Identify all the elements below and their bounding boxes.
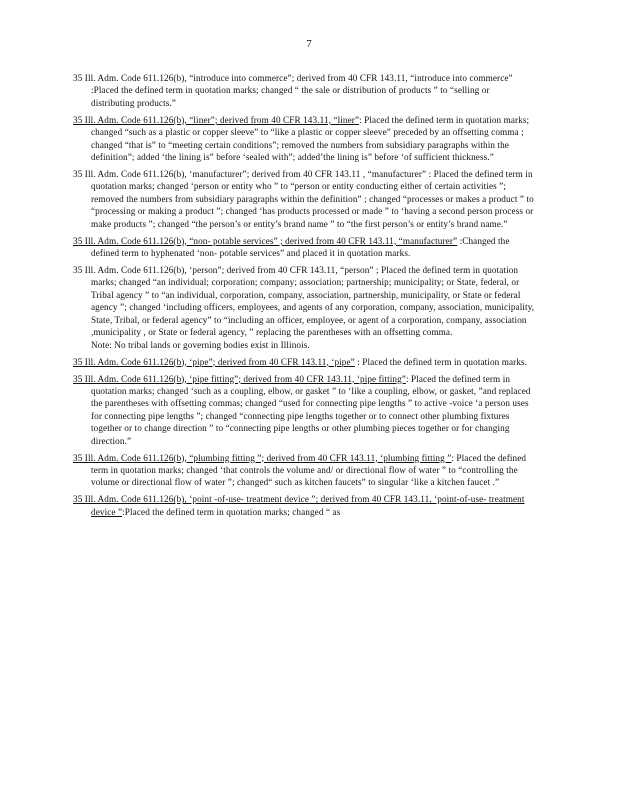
amendment-entry-plumbing-fitting: [73, 452, 535, 489]
entry-citation: 35 Ill. Adm. Code 611.126(b), “liner”; derived from 40 CFR 143.11, “liner”: [73, 114, 360, 125]
entry-description: : Placed the defined term in quotation marks; changed ‘such as a coupling, elbow, or gasket ” to ‘like a coupling, elbow, or gasket, ”and replaced the parentheses with offsetting commas; changed “used for connecting pipe lengths ” to active -voice ‘a person uses for connecting pipe lengths ”; changed “connecting pipe lengths together or to connect other plumbing fixtures together or to change direction ” to “connecting pipe lengths or other plumbing pieces together or for changing direction.”: [91, 373, 531, 446]
amendment-entry-point-of-use-treatment-device: [73, 493, 535, 518]
entry-description: : Placed the defined term in quotation marks; changed ‘person or entity who ” to “person or entity conducting either of certain activities ”; removed the numbers from subsidiary paragraphs within the definition” ; changed “processes or makes a product ” to “processing or making a product ”; changed ‘has products processed or made ” to ‘having a second person process or make products ”; changed “the person’s or entity’s brand name ” to “the first person’s or entity’s brand name.”: [91, 169, 534, 229]
entry-citation: 35 Ill. Adm. Code 611.126(b), “non- potable services” ; derived from 40 CFR 143.11, “manufacturer”: [73, 235, 458, 246]
entry-citation: 35 Ill. Adm. Code 611.126(b), ‘pipe”; derived from 40 CFR 143.11, ‘pipe”: [73, 356, 355, 367]
entry-citation: 35 Ill. Adm. Code 611.126(b), ‘manufacturer”; derived from 40 CFR 143.11 , “manufacturer”: [73, 169, 427, 180]
entry-description: :Placed the defined term in quotation marks; changed “ as: [122, 506, 341, 517]
entry-citation: 35 Ill. Adm. Code 611.126(b), “plumbing fitting ”; derived from 40 CFR 143.11, ‘plumbing fitting ”: [73, 452, 452, 463]
amendment-list: [73, 72, 535, 523]
entry-description: : Placed the defined term in quotation marks; changed ‘that controls the volume and/ or directional flow of water ” to “controlling the volume or directional flow of water ”; changed“ such as kitchen faucets” to singular ‘like a kitchen faucet .”: [91, 452, 527, 488]
amendment-entry-introduce-into-commerce: [73, 72, 535, 109]
entry-citation: 35 Ill. Adm. Code 611.126(b), ‘point -of-use- treatment device ”; derived from 40 CFR 143.11, ‘point-of-use- treatment device ”: [73, 494, 525, 517]
entry-note: Note: No tribal lands or governing bodies exist in Illinois.: [91, 339, 310, 350]
amendment-entry-pipe-fitting: [73, 373, 535, 447]
amendment-entry-manufacturer: [73, 168, 535, 230]
entry-description: : Placed the defined term in quotation marks.: [354, 356, 528, 367]
entry-citation: 35 Ill. Adm. Code 611.126(b), ‘person”; derived from 40 CFR 143.11, “person”: [73, 265, 374, 276]
entry-citation: 35 Ill. Adm. Code 611.126(b), ‘pipe fitting”; derived from 40 CFR 143.11, ‘pipe fitting”: [73, 373, 406, 384]
amendment-entry-person: [73, 264, 535, 351]
page-number: 7: [306, 38, 312, 50]
entry-description: : Placed the defined term in quotation marks; changed “such as a plastic or copper sleeve” to “like a plastic or copper sleeve” preceded by an offsetting comma ; changed “that is” to “meeting certain conditions”; removed the numbers from subsidiary paragraphs within the definition”; added ‘the lining is” before ‘sealed with”; added’the lining is” before ‘of sufficient thickness.”: [91, 114, 530, 163]
amendment-entry-non-potable-services: [73, 235, 535, 260]
entry-description: ; Placed the defined term in quotation marks; changed “an individual; corporation; company; association; partnership; municipality; or State, federal, or Tribal agency ” to “an individual, corporation, company, association, partnership, municipality, or State or federal agency ”; changed ‘including officers, employees, and agents of any corporation, company, association, municipality, State, Tribal, or federal agency” to “including an officer, employee, or agent of a corporation, company, association ,municipality , or State or federal agency, ” replacing the parentheses with an offsetting comma.: [91, 265, 535, 338]
amendment-entry-pipe: [73, 356, 535, 368]
amendment-entry-liner: [73, 114, 535, 164]
entry-description: “introduce into commerce” :Placed the defined term in quotation marks; changed “ the sale or distribution of products ” to “selling or distributing products.”: [91, 73, 513, 108]
entry-description: :Changed the defined term to hyphenated ‘non- potable services” and placed it in quotation marks.: [91, 235, 510, 259]
entry-citation: 35 Ill. Adm. Code 611.126(b), “introduce into commerce”; derived from 40 CFR 143.11,: [73, 73, 408, 83]
